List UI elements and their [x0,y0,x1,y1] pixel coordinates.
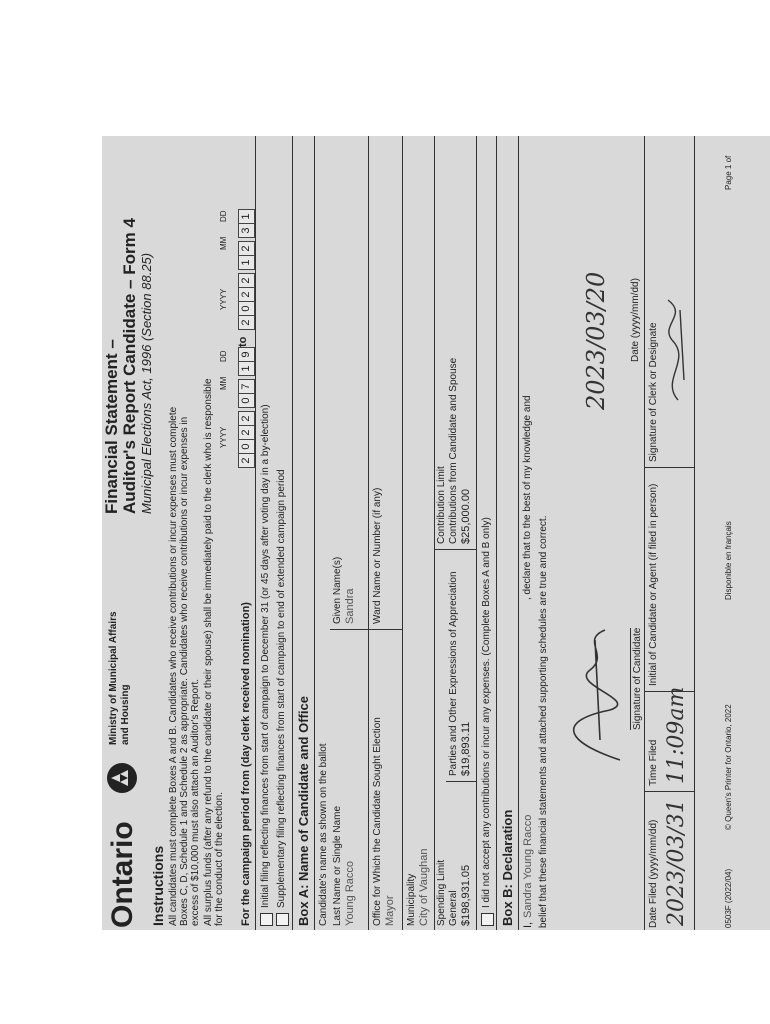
to-digit: 2 [238,287,255,302]
supplementary-filing-checkbox[interactable] [276,913,289,926]
office-value: Mayor [384,895,396,926]
from-digit: 2 [238,453,255,468]
copyright: © Queen's Printer for Ontario, 2022 [724,704,733,830]
to-digit: 2 [238,273,255,288]
handwritten-date: 2023/03/20 [582,271,610,410]
general-value: $198,931.05 [460,864,472,926]
from-digit: 1 [238,361,255,376]
instructions-line2: Boxes C, D, Schedule 1 and Schedule 2 as appropriate. Candidates who receive contributions or incur expenses in [179,416,190,926]
period-from-digits [236,348,255,468]
box-b-heading: Box B: Declaration [500,809,515,926]
to-digit: 2 [238,315,255,330]
time-filed-value: 11:09am [664,686,689,784]
date-filed-label: Date Filed (yyyy/mm/dd) [648,819,659,928]
from-dd-label: DD [219,350,228,362]
divider [434,549,476,550]
from-digit: 0 [238,393,255,408]
divider [402,136,403,930]
initial-filing-label: Initial filing reflecting finances from start of campaign to December 31 (or 45 days after voting day in a by-election) [260,404,271,908]
form-title-line1: Financial Statement – [102,339,121,514]
declaration-text: , declare that to the best of my knowledge and [522,395,533,600]
instructions-heading: Instructions [150,845,166,926]
instructions-line1: All candidates must complete Boxes A and B. Candidates who receive contributions or incur expenses must complete [168,406,179,926]
divider [644,136,645,930]
candidate-name-note: Candidate's name as shown on the ballot [318,743,329,926]
contribution-limit-label: Contribution Limit [436,466,447,544]
divider [446,781,476,782]
divider [314,136,315,930]
divider [694,136,695,930]
from-digit: 2 [238,425,255,440]
to-digit: 1 [238,255,255,270]
initial-candidate-label: Initial of Candidate or Agent (if filed in person) [648,483,659,686]
instructions-line3: excess of $10,000 must also attach an Auditor's Report. [190,678,201,926]
no-contributions-checkbox[interactable] [481,913,494,926]
box-a-heading: Box A: Name of Candidate and Office [296,696,311,926]
municipality-value: City of Vaughan [418,848,430,926]
form-page [102,136,770,930]
municipality-label: Municipality [406,873,417,926]
date-label: Date (yyyy/mm/dd) [630,278,641,362]
divider [476,136,477,930]
divider [434,136,435,930]
divider [368,629,402,630]
divider [644,691,694,692]
divider [255,136,256,930]
to-mm-label: MM [219,236,228,250]
to-digit: 3 [238,223,255,238]
declaration-belief: belief that these financial statements and attached supporting schedules are true and correct. [538,515,549,928]
from-yyyy-label: YYYY [219,426,228,448]
time-filed-label: Time Filed [648,739,659,786]
ministry-line2: and Housing [120,684,131,745]
parties-label: Parties and Other Expressions of Appreciation [448,571,459,776]
spending-limit-label: Spending Limit [436,859,447,926]
clerk-signature-label: Signature of Clerk or Designate [648,322,659,462]
divider [518,136,519,930]
parties-value: $19,893.11 [460,721,472,776]
given-name-value: Sandra [344,588,356,624]
general-label: General [448,890,459,926]
from-digit: 0 [238,439,255,454]
divider [330,629,368,630]
ward-label: Ward Name or Number (if any) [372,487,383,624]
last-name-value: Young Racco [344,860,356,926]
supplementary-filing-label: Supplementary filing reflecting finances from start of campaign to end of extended campaign period [276,469,287,908]
page-number: Page 1 of [724,155,733,190]
contribution-limit-value: $25,000.00 [460,488,472,544]
form-number: 0503F (2022/04) [724,868,733,928]
divider [496,136,497,930]
divider [368,136,369,930]
given-name-label: Given Name(s) [332,556,343,624]
campaign-period-label: For the campaign period from (day clerk received nomination) [240,602,252,926]
period-to-label: to [237,336,249,347]
to-digit: 1 [238,209,255,224]
from-mm-label: MM [219,376,228,390]
to-digit: 2 [238,241,255,256]
trillium-logo-icon [106,761,138,795]
ministry-line1: Ministry of Municipal Affairs [108,611,119,745]
declaration-i: I, [522,921,534,928]
divider [644,467,694,468]
last-name-label: Last Name or Single Name [332,805,343,926]
divider [292,136,293,930]
from-digit: 2 [238,411,255,426]
from-digit: 7 [238,379,255,394]
to-digit: 0 [238,301,255,316]
contribution-limit-label2: Contributions from Candidate and Spouse [448,357,459,544]
candidate-signature-icon [550,600,640,780]
scanned-form [102,136,770,930]
period-to-digits [236,210,255,330]
instructions-line5: for the conduct of the election. [214,792,225,926]
date-filed-value: 2023/03/31 [664,799,689,926]
divider [644,791,694,792]
initial-filing-checkbox[interactable] [260,913,273,926]
form-act: Municipal Elections Act, 1996 (Section 88.25) [139,252,154,514]
declarant-name: Sandra Young Racco [522,814,534,918]
office-label: Office for Which the Candidate Sought Election [372,717,383,926]
signature-candidate-label: Signature of Candidate [632,627,643,730]
to-dd-label: DD [219,210,228,222]
instructions-line4: All surplus funds (after any refund to the candidate or their spouse) shall be immediately paid to the clerk who is responsible [203,378,214,926]
from-digit: 9 [238,347,255,362]
to-yyyy-label: YYYY [219,288,228,310]
ontario-logo-text: Ontario [106,821,139,928]
clerk-signature-icon [658,290,694,410]
french-availability: Disponible en français [724,521,733,600]
no-contributions-label: I did not accept any contributions or incur any expenses. (Complete Boxes A and B only) [481,517,492,908]
form-title-line2: Auditor's Report Candidate – Form 4 [120,218,139,514]
